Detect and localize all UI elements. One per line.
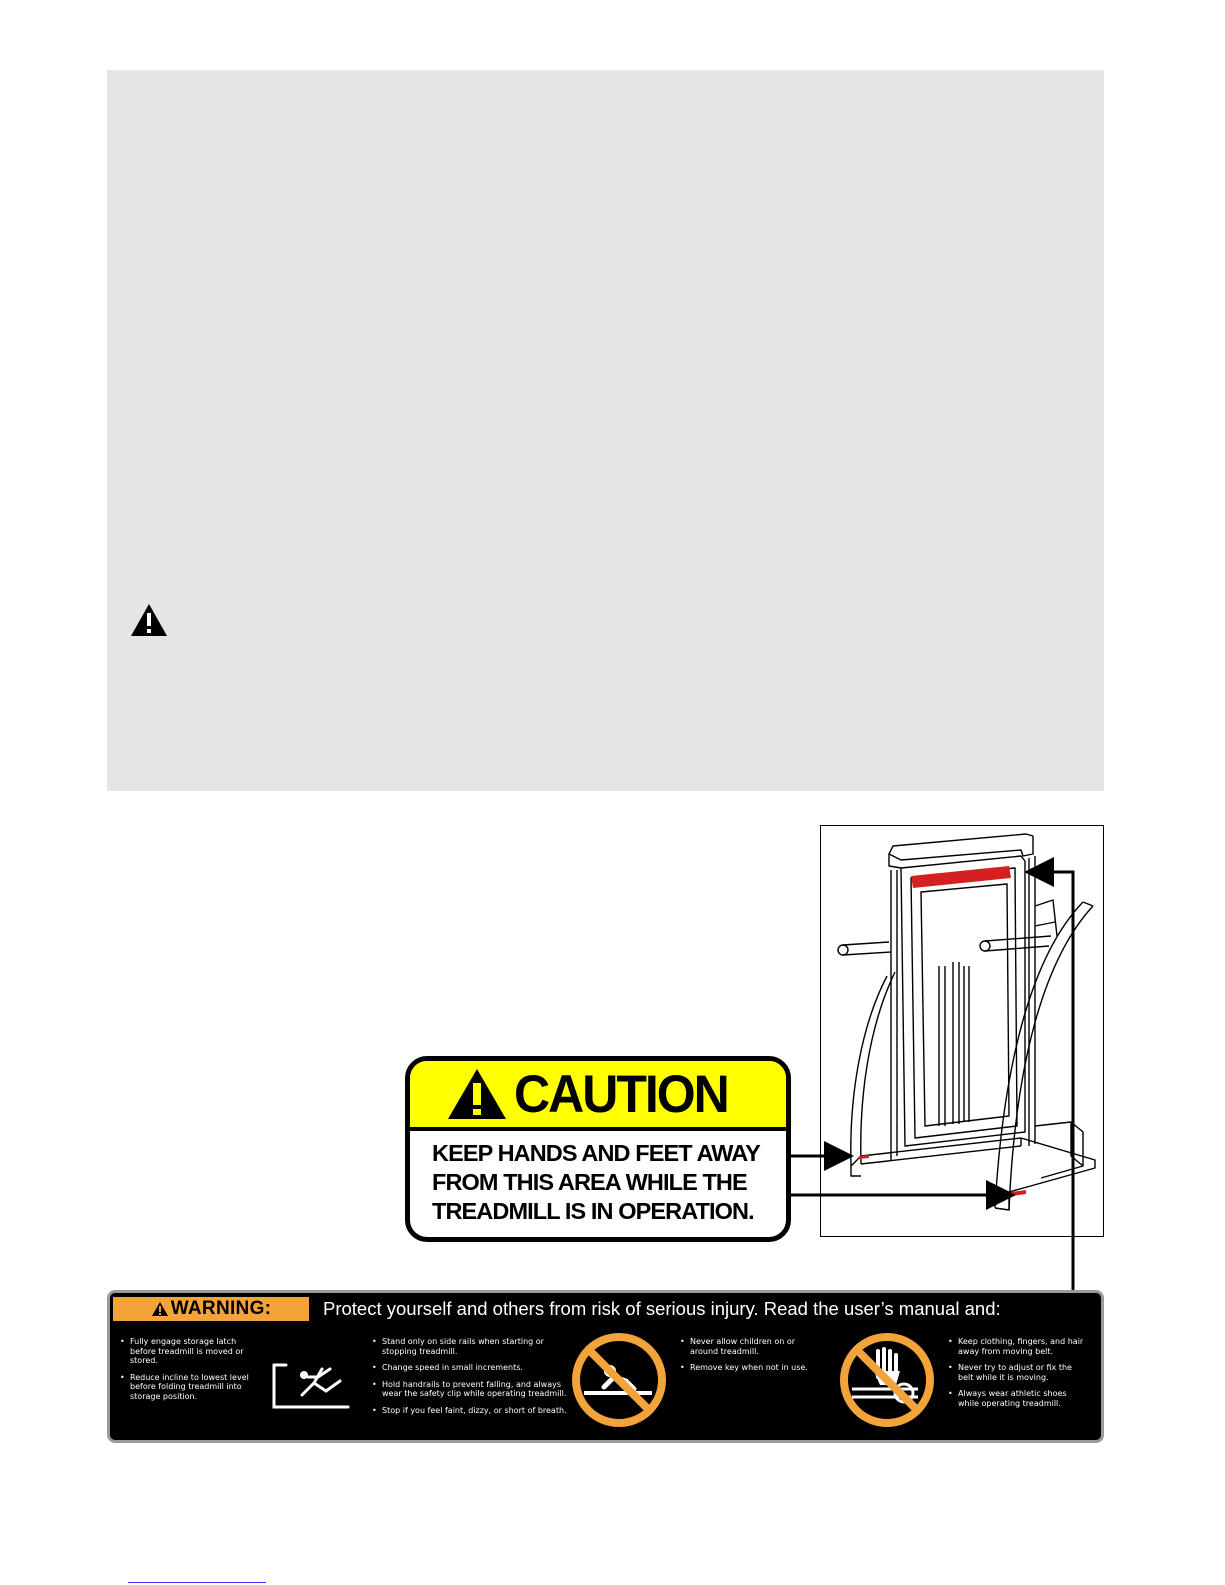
no-children-icon <box>570 1331 668 1429</box>
list-item: • Never allow children on or around treadmill. <box>680 1337 820 1356</box>
alert-triangle-icon <box>130 603 168 637</box>
warning-tag <box>113 1297 309 1321</box>
caution-line: FROM THIS AREA WHILE THE <box>432 1169 747 1195</box>
footer-link-underline[interactable] <box>128 1582 266 1583</box>
list-item: • Fully engage storage latch before treadmill is moved or stored. <box>120 1337 260 1366</box>
no-hands-icon <box>838 1331 936 1429</box>
caution-label <box>405 1056 791 1242</box>
warning-label <box>107 1290 1104 1443</box>
alert-triangle-icon <box>151 1301 169 1317</box>
list-item: • Reduce incline to lowest level before folding treadmill into storage position. <box>120 1373 260 1402</box>
alert-triangle-icon <box>446 1067 508 1121</box>
list-item: • Always wear athletic shoes while operating treadmill. <box>948 1389 1088 1408</box>
list-item: • Stop if you feel faint, dizzy, or short of breath. <box>372 1406 572 1416</box>
list-item: • Keep clothing, fingers, and hair away from moving belt. <box>948 1337 1088 1356</box>
list-item: • Never try to adjust or fix the belt while it is moving. <box>948 1363 1088 1382</box>
warning-column-4 <box>948 1337 1088 1415</box>
caution-title: CAUTION <box>514 1064 728 1124</box>
caution-header <box>410 1061 786 1131</box>
caution-text <box>410 1131 786 1226</box>
warning-column-3 <box>680 1337 820 1380</box>
treadmill-illustration <box>820 825 1104 1237</box>
caution-line: KEEP HANDS AND FEET AWAY <box>432 1140 760 1166</box>
list-item: • Remove key when not in use. <box>680 1363 820 1373</box>
falling-person-icon <box>268 1355 358 1415</box>
list-item: • Change speed in small increments. <box>372 1363 572 1373</box>
list-item: • Hold handrails to prevent falling, and always wear the safety clip while operating treadmill. <box>372 1380 572 1399</box>
warning-column-1 <box>120 1337 260 1408</box>
treadmill-drawing <box>821 826 1102 1235</box>
caution-line: TREADMILL IS IN OPERATION. <box>432 1198 754 1224</box>
safety-text-panel <box>107 70 1104 791</box>
warning-column-2 <box>372 1337 572 1422</box>
warning-headline: Protect yourself and others from risk of serious injury. Read the user’s manual and: <box>323 1298 1001 1319</box>
warning-tag-text: WARNING: <box>170 1298 272 1319</box>
list-item: • Stand only on side rails when starting or stopping treadmill. <box>372 1337 572 1356</box>
